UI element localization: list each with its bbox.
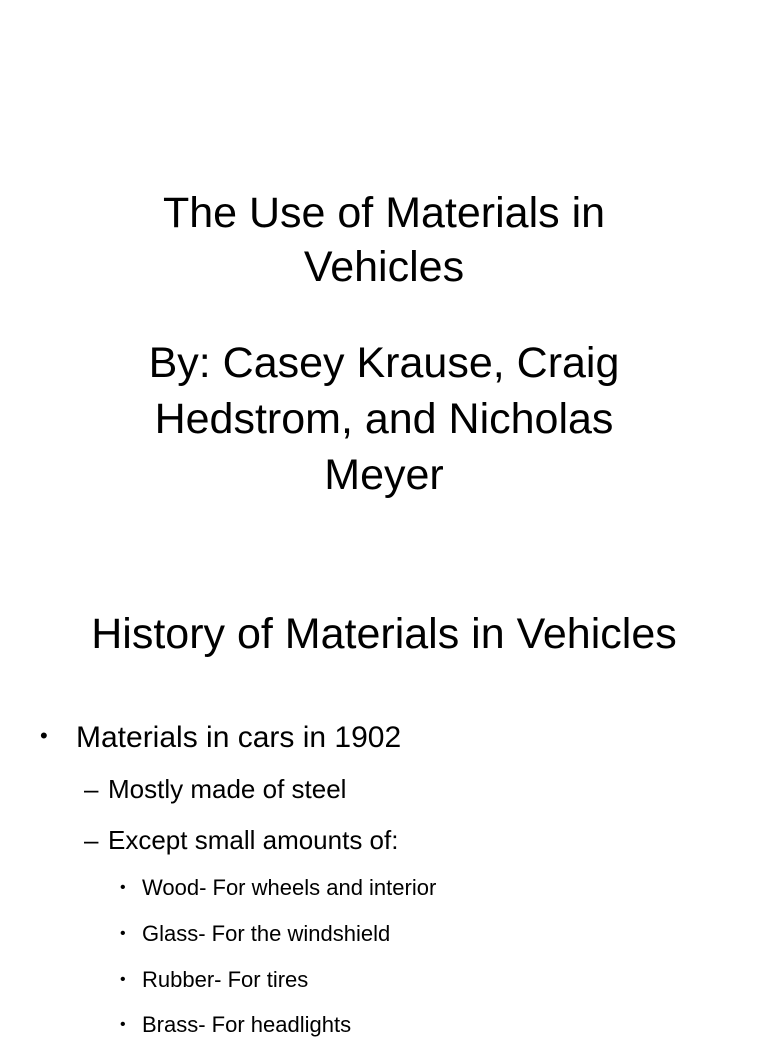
list-item bbox=[84, 773, 346, 805]
bullet-icon: • bbox=[120, 1016, 126, 1033]
list-item-text: Glass- For the windshield bbox=[142, 921, 391, 946]
authors-line-3: Meyer bbox=[324, 451, 444, 499]
bullet-icon: • bbox=[120, 879, 126, 896]
list-item bbox=[120, 874, 436, 902]
authors-line-2: Hedstrom, and Nicholas bbox=[154, 395, 614, 443]
list-item-text: Materials in cars in 1902 bbox=[76, 721, 402, 754]
list-item-text: Rubber- For tires bbox=[142, 967, 309, 992]
list-item-text: Wood- For wheels and interior bbox=[142, 875, 437, 900]
list-item-text: Mostly made of steel bbox=[108, 774, 347, 804]
bullet-icon: • bbox=[40, 723, 48, 748]
bullet-icon: • bbox=[120, 925, 126, 942]
section-title: History of Materials in Vehicles bbox=[91, 610, 677, 658]
dash-icon: – bbox=[84, 825, 99, 855]
slide-title-line-1: The Use of Materials in bbox=[162, 189, 606, 237]
list-item bbox=[120, 966, 308, 994]
list-item bbox=[84, 824, 398, 856]
slide-title-line-2: Vehicles bbox=[303, 243, 465, 291]
list-item bbox=[120, 1011, 351, 1039]
list-item bbox=[40, 718, 401, 756]
authors-line-1: By: Casey Krause, Craig bbox=[148, 339, 620, 387]
list-item-text: Brass- For headlights bbox=[142, 1012, 352, 1037]
list-item bbox=[120, 920, 390, 948]
dash-icon: – bbox=[84, 774, 99, 804]
list-item-text: Except small amounts of: bbox=[108, 825, 399, 855]
bullet-icon: • bbox=[120, 971, 126, 988]
